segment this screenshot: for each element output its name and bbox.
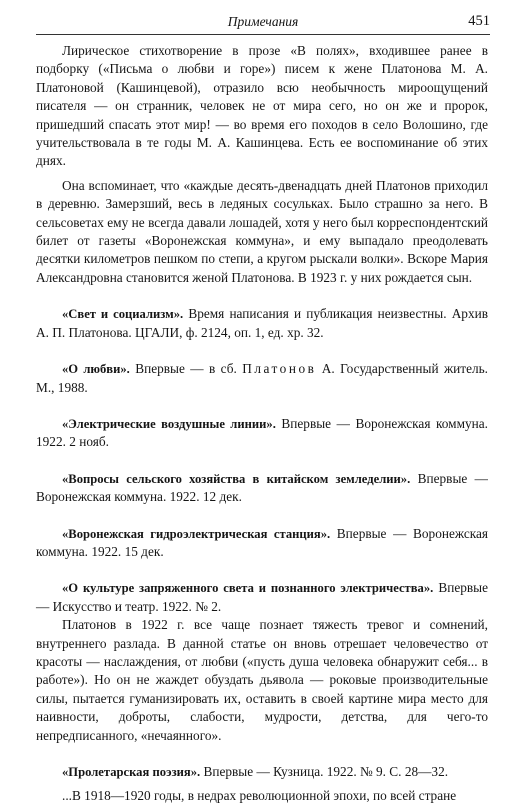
entry-title: «О любви».: [62, 362, 130, 377]
entry-title: «Вопросы сельского хозяйства в китайском земледелии».: [62, 471, 411, 486]
paragraph-text: Лирическое стихотворение в прозе «В полях», входившее ранее в подборку («Письма о любви и горе») писем к жене Платонова М. А. Платоновой (Кашинцевой), отразило всю необычность мироощущений писателя — он странник, человек не от мира сего, но он же и пророк, пришедший спасать этот мир! — во время его походов в село Волошино, где учительствовала в те годы М. А. Кашинцева. Есть ее воспоминание об этих днях.: [36, 43, 488, 169]
paragraph-text: ...В 1918—1920 годы, в недрах революционной эпохи, по всей стране: [62, 788, 457, 804]
note-o-lyubvi: [36, 360, 488, 397]
entry-text: Впервые — в сб.: [129, 361, 243, 377]
author-name-spaced: Платонов: [242, 361, 317, 377]
page-header: [36, 12, 490, 35]
entry-text: Впервые — Воронежская коммуна. 1922. 2 нояб.: [36, 415, 488, 450]
entry-text: А. Государственный житель. М., 1988.: [36, 361, 489, 395]
entry-text: Впервые — Воронежская коммуна. 1922. 15 дек.: [36, 525, 488, 559]
paragraph-text: Платонов в 1922 г. все чаще познает тяжесть тревог и сомнений, внутреннего разлада. В данной статье он вновь отрешает человечество от красоты — наслаждения, от любви («пусть душа человека обнаружит себя... в работе»). Но он не жаждет обуздать дьявола — роковые производительные силы, пытается гуманизировать их, оставить в своей картине мира место для наивности, доброты, слабости, мудрости, детства, для чего-то непредписанного, «нечаянного».: [36, 617, 488, 743]
page-number: 451: [468, 13, 490, 29]
paragraph-quote-start: [36, 787, 488, 805]
entry-title: «О культуре запряженного света и познанного электричества».: [62, 581, 434, 596]
entry-text: Впервые — Воронежская коммуна. 1922. 12 дек.: [36, 470, 488, 505]
entry-text: Время написания и публикация неизвестны. Архив А. П. Платонова. ЦГАЛИ, ф. 2124, оп. 1, ед. хр. 32.: [36, 306, 488, 340]
note-elektricheskie-linii: [36, 415, 488, 452]
paragraph-memoir: [36, 177, 488, 287]
note-gidrostantsiya: [36, 525, 488, 562]
entry-title: «Пролетарская поэзия».: [62, 765, 201, 779]
running-title: Примечания: [227, 14, 299, 29]
paragraph-v-polyakh: [36, 42, 488, 171]
entry-title: «Воронежская гидроэлектрическая станция».: [62, 526, 331, 541]
paragraph-text: Она вспоминает, что «каждые десять-двенадцать дней Платонов приходил в деревню. Замерзший, весь в ледяных сосульках. Было страшно за него. В сельсоветах ему не всегда давали лошадей, хотя у него был корреспондентский билет от газеты «Воронежская коммуна», и ему выпадало преодолевать десятки километров пешком по степи, а кругом рыскали волки». Вскоре Мария Александровна становится женой Платонова. В 1923 г. у них рождается сын.: [36, 177, 488, 285]
note-voprosy-khozyaistva: [36, 470, 488, 507]
entry-title: «Свет и социализм».: [62, 307, 184, 322]
entry-text: Впервые — Искусство и театр. 1922. № 2.: [36, 580, 488, 614]
entry-text: Впервые — Кузница. 1922. № 9. С. 28—32.: [200, 764, 449, 779]
note-svet-i-sotsializm: [36, 305, 488, 342]
entry-title: «Электрические воздушные линии».: [62, 416, 276, 431]
paragraph-commentary: [36, 616, 488, 745]
note-proletarskaya-poeziya: [36, 763, 488, 781]
note-o-kulture-sveta: [36, 579, 488, 616]
notes-body: [36, 42, 488, 806]
